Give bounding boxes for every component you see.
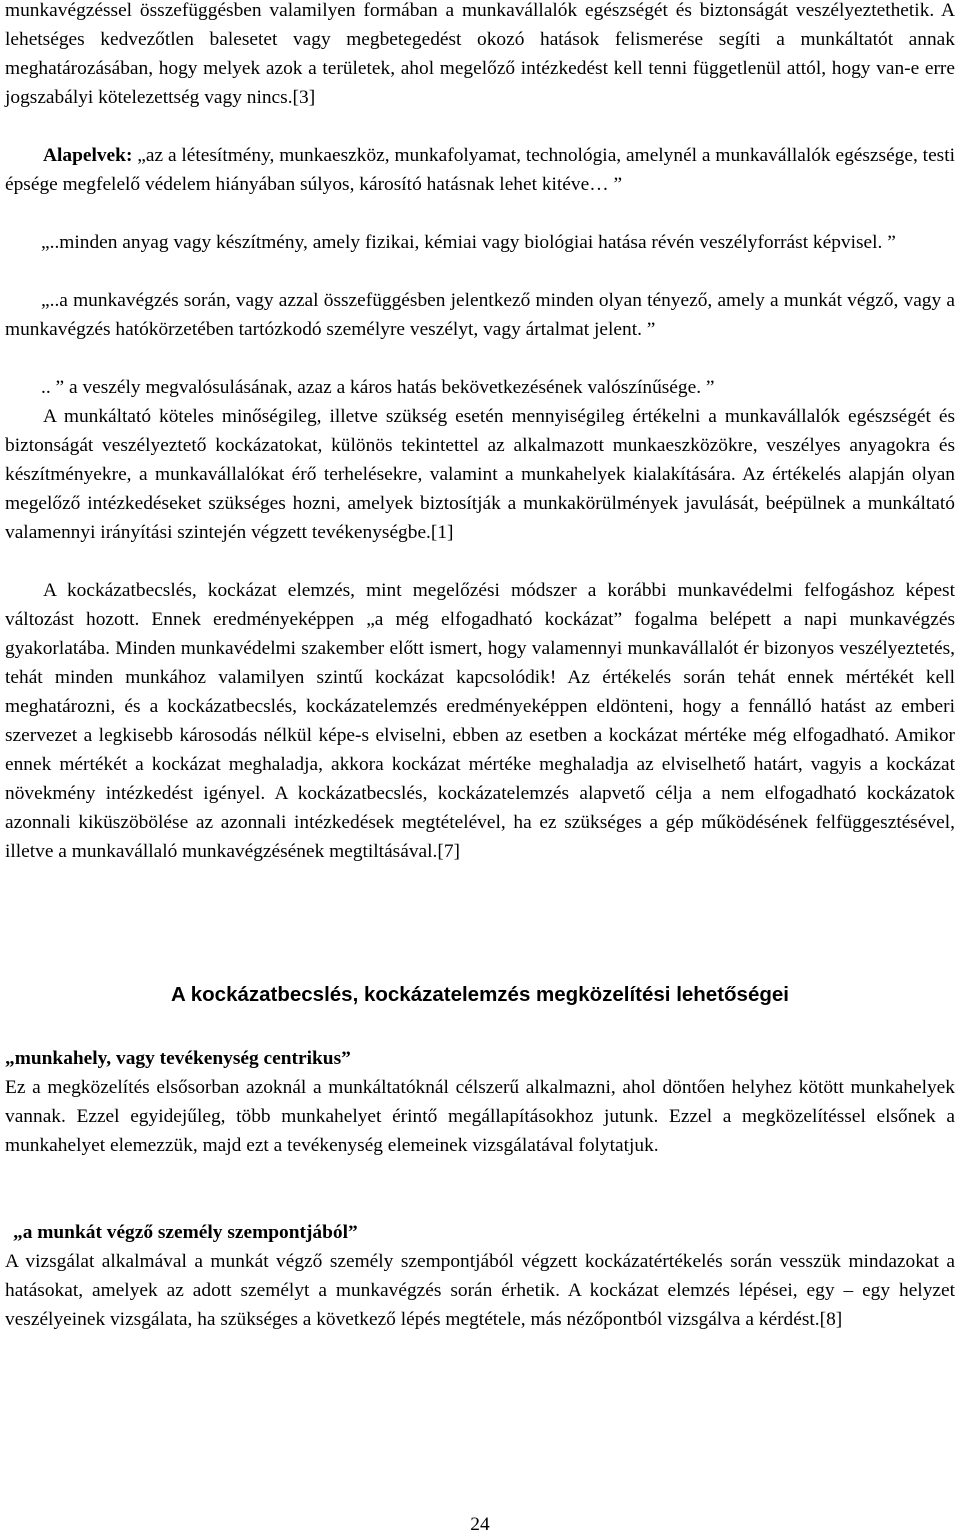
- principles-item-2: „..minden anyag vagy készítmény, amely fizikai, kémiai vagy biológiai hatása révén veszélyforrást képvisel. ”: [41, 232, 896, 253]
- intro-paragraph: munkavégzéssel összefüggésben valamilyen formában a munkavállalók egészségét és biztonságát veszélyeztethetik. A lehetséges kedvezőtlen balesetet vagy megbetegedést okozó hatások felismerése segíti a munkáltatót annak meghatározásában, hogy melyek azok a területek, ahol megelőző intézkedést kell tenni függetlenül attól, hogy van-e erre jogszabályi kötelezettség vagy nincs.[3]: [5, 0, 955, 108]
- subsection-1-text: Ez a megközelítés elsősorban azoknál a munkáltatóknál célszerű alkalmazni, ahol döntően helyhez kötött munkahelyek vannak. Ezzel egyidejűleg, több munkahelyet érintő megállapításokhoz jutunk. Ezzel a megközelítéssel elsőnek a munkahelyet elemezzük, majd ezt a tevékenység elemeinek vizsgálatával folytatjuk.: [5, 1077, 955, 1156]
- subsection-1-heading: „munkahely, vagy tevékenység centrikus”: [5, 1048, 351, 1069]
- principles-label: Alapelvek:: [43, 145, 133, 166]
- principles-paragraph: [5, 141, 955, 199]
- risk-paragraph: A kockázatbecslés, kockázat elemzés, mint megelőzési módszer a korábbi munkavédelmi felfogáshoz képest változást hozott. Ennek eredményeképpen „a még elfogadható kockázat” fogalma belépett a napi munkavégzés gyakorlatába. Minden munkavédelmi szakember előtt ismert, hogy valamennyi munkavállalót ér bizonyos veszélyeztetés, tehát minden munkához valamilyen szintű kockázat kapcsolódik! Az értékelés során tehát ennek mértékét kell meghatározni, és a kockázatbecslés, kockázatelemzés eredményeképpen eldönteni, hogy a fennálló hatást az emberi szervezet a legkisebb károsodás nélkül képe-s elviselni, ebben az esetben a kockázat mértéke még elfogadható. Amikor ennek mértékét a kockázat meghaladja, akkora kockázat mértéke meghaladja az elviselhető határt, vagyis a kockázat növekmény intézkedést igényel. A kockázatbecslés, kockázatelemzés alapvető célja a nem elfogadható kockázatok azonnali kiküszöbölése az azonnali intézkedések megtételével, ha ez szükséges a gép működésének felfüggesztésével, illetve a munkavállaló munkavégzésének megtiltásával.[7]: [5, 580, 955, 862]
- section-heading: A kockázatbecslés, kockázatelemzés megközelítési lehetőségei: [171, 983, 789, 1006]
- subsection-2-text: A vizsgálat alkalmával a munkát végző személy szempontjából végzett kockázatértékelés során vesszük mindazokat a hatásokat, amelyek az adott személyt a munkavégzés során érhetik. A kockázat elemzés lépései, egy – egy helyzet veszélyeinek vizsgálata, ha szükséges a következő lépés megtétele, más nézőpontból vizsgálva a kérdést.[8]: [5, 1251, 955, 1330]
- principles-text: „az a létesítmény, munkaeszköz, munkafolyamat, technológia, amelynél a munkavállalók egészsége, testi épsége megfelelő védelem hiányában súlyos, károsító hatásnak lehet kitéve… ”: [5, 145, 955, 195]
- subsection-2-heading: „a munkát végző személy szempontjából”: [13, 1222, 358, 1243]
- principles-item-3: „..a munkavégzés során, vagy azzal összefüggésben jelentkező minden olyan tényező, amely a munkát végző, vagy a munkavégzés hatókörzetében tartózkodó személyre veszélyt, vagy ártalmat jelent. ”: [5, 290, 955, 340]
- employer-paragraph: A munkáltató köteles minőségileg, illetve szükség esetén mennyiségileg értékelni a munkavállalók egészségét és biztonságát veszélyeztető kockázatokat, különös tekintettel az alkalmazott munkaeszközökre, veszélyes anyagokra és készítményekre, a munkavállalókat érő terhelésekre, valamint a munkahelyek kialakítására. Az értékelés alapján olyan megelőző intézkedéseket szükséges hozni, amelyek biztosítják a munkakörülmények javulását, beépülnek a munkáltató valamennyi irányítási szintején végzett tevékenységbe.[1]: [5, 406, 955, 543]
- principles-item-4: .. ” a veszély megvalósulásának, azaz a káros hatás bekövetkezésének valószínűsége. ”: [41, 377, 715, 398]
- page-number: 24: [470, 1514, 490, 1535]
